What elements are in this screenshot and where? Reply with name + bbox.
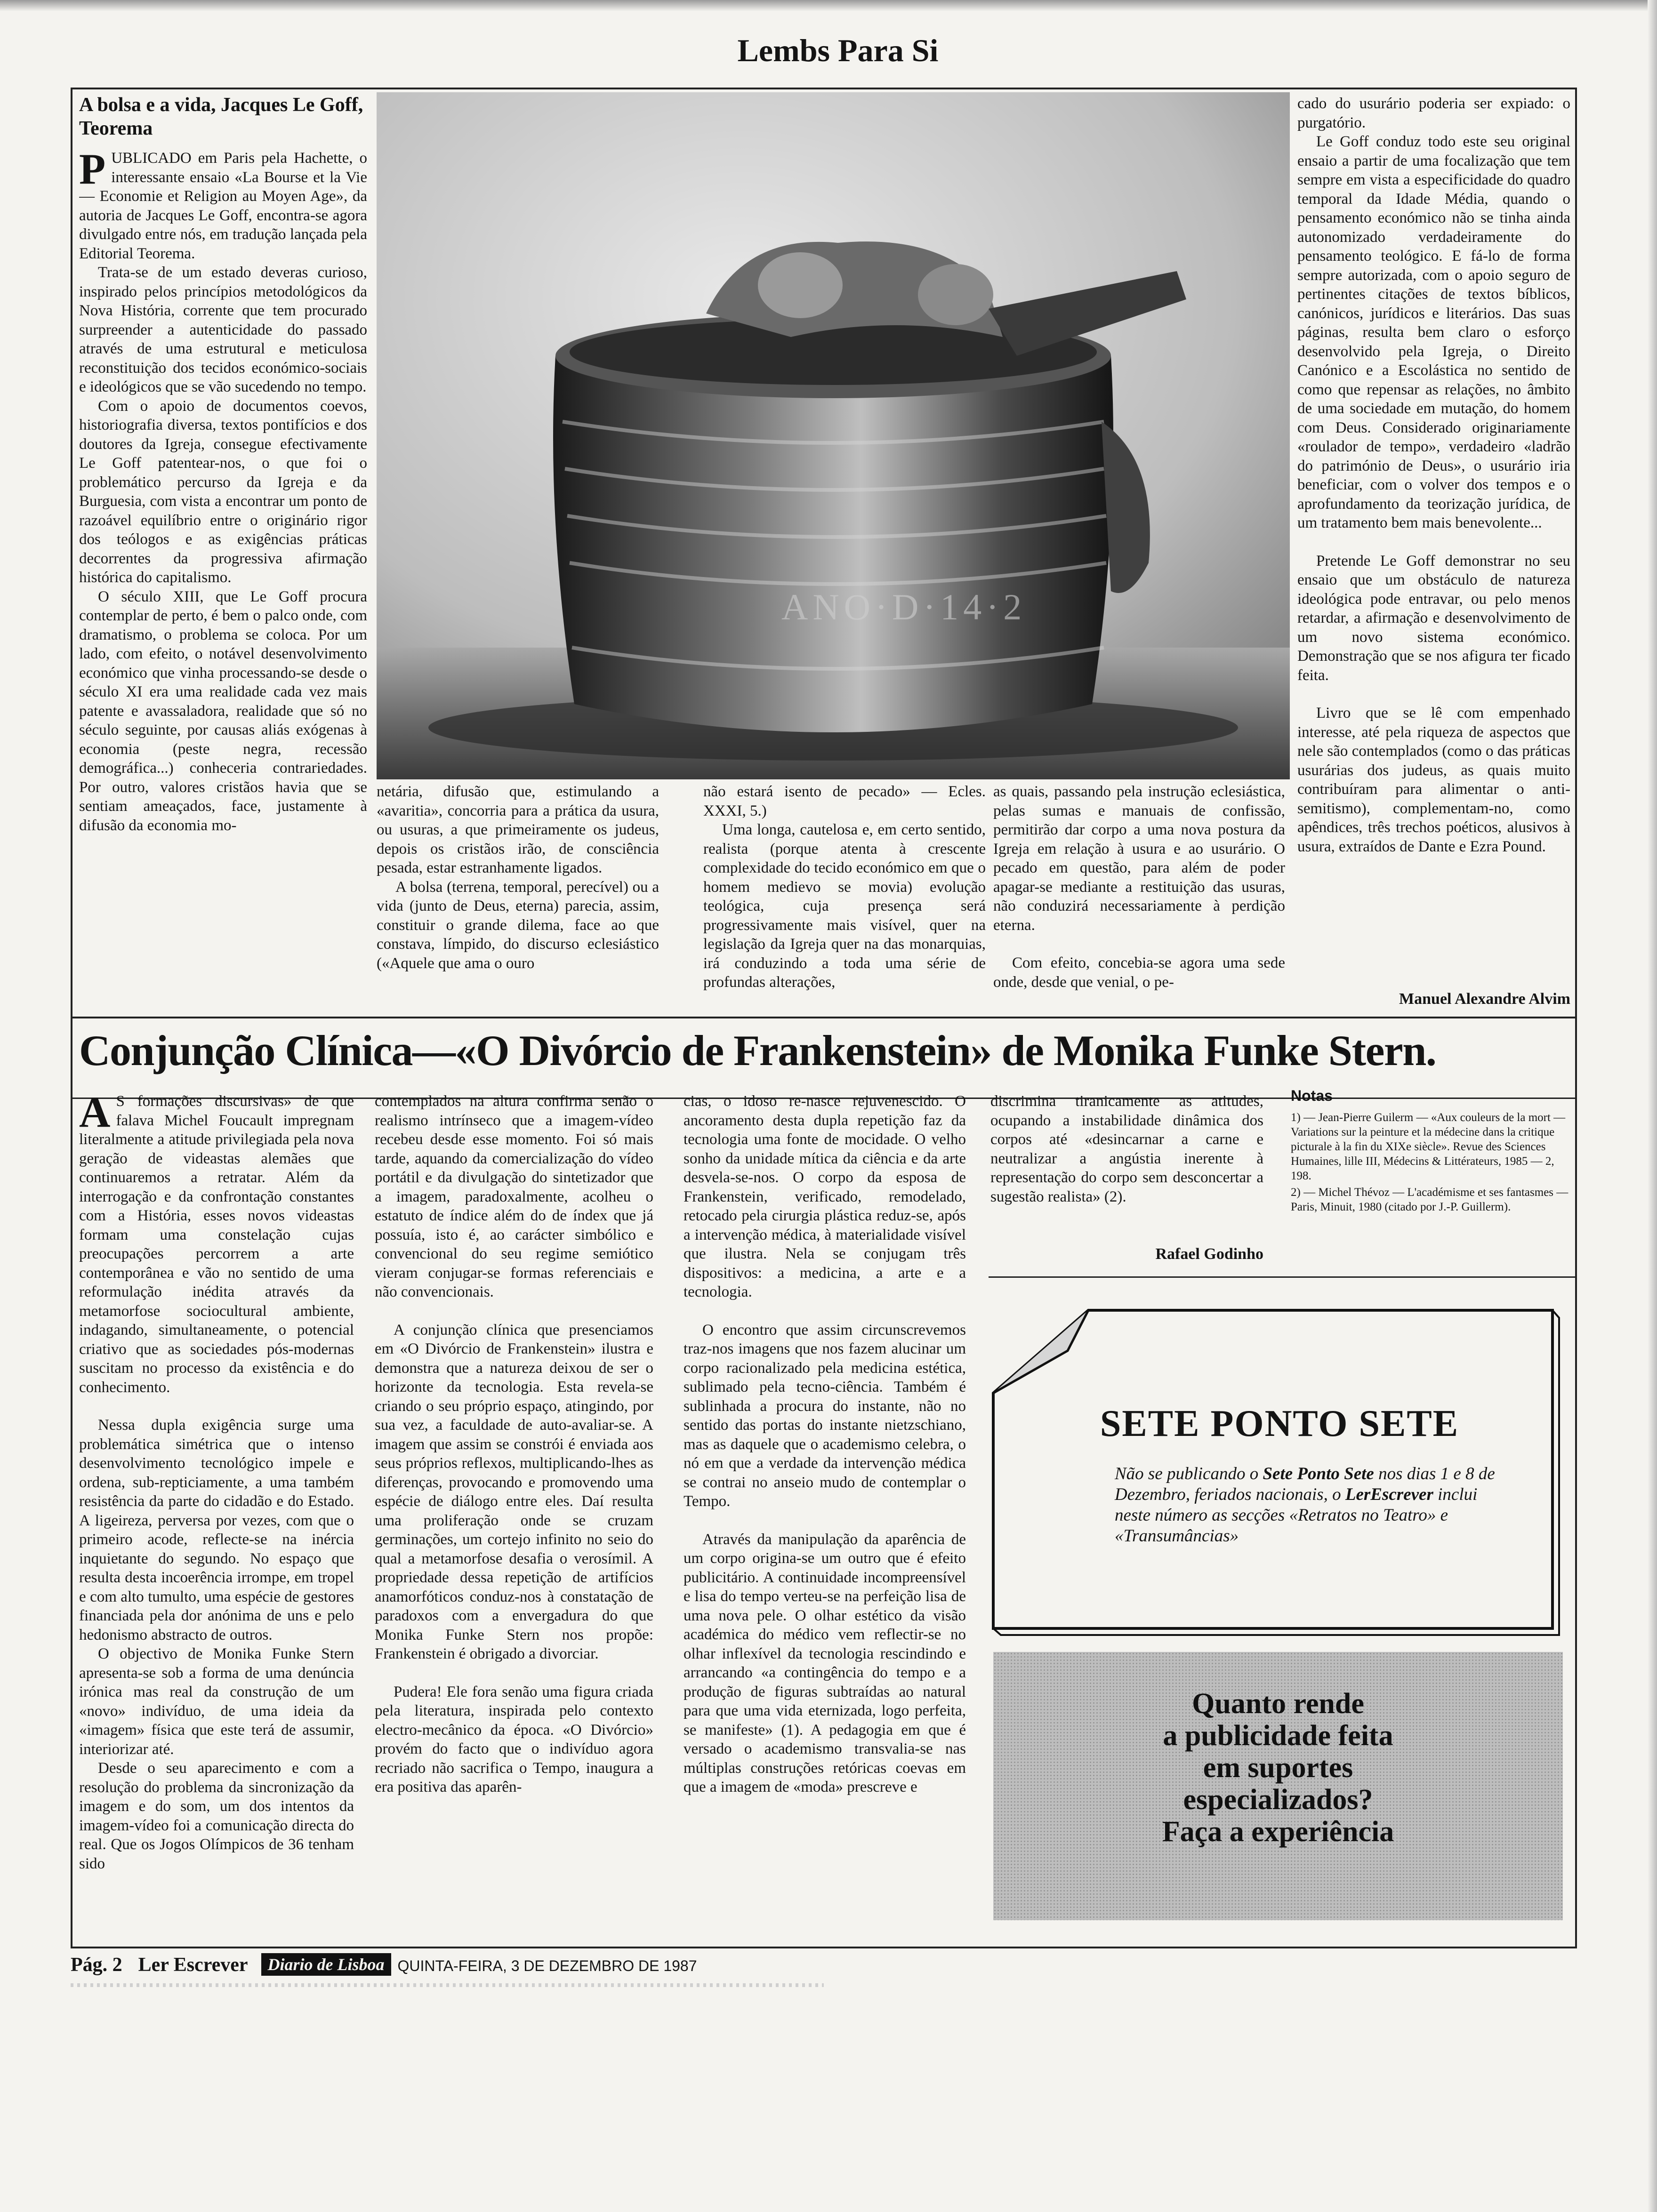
- page-footer: [71, 1953, 1012, 1981]
- body-text: inclui neste número as secções «Retratos no Teatro» e «Transumâncias»: [1115, 1485, 1478, 1546]
- paragraph: O século XIII, que Le Goff procura contemplar de perto, é bem o palco onde, com dramatismo, o problema se coloca. Por um lado, com efeito, o notável desenvolvimento económico que vinha processando-se desde o século XI era uma realidade cada vez mais patente e avassaladora, realidade que só no século seguinte, por causas aliás exógenas à economia (peste negra, recessão demográfica...) conheceria contrariedades. Por outro, valores cristãos havia que se sentiam ameaçados, face, justamente à difusão da economia mo-: [79, 588, 367, 834]
- paragraph: as quais, passando pela instrução eclesiástica, pelas sumas e manuais de confissão, permitirão dar corpo a uma nova postura da Igreja em relação à usura e ao usurário. O pecado em questão, para além de poder apagar-se mediante a restituição das usuras, não conduzirá necessariamente à perdição eterna.: [993, 783, 1285, 934]
- paragraph: A conjunção clínica que presenciamos em «O Divórcio de Frankenstein» ilustra e demonstra que a natureza deixou de ser o horizonte da tecnologia. Esta revela-se criando o seu próprio espaço, atingindo, por sua vez, a faculdade de auto-avaliar-se. A imagem que assim se constrói é enviada aos seus próprios reflexos, multiplicando-lhes as diferenças, provocando e promovendo uma espécie de diálogo entre eles. Daí resulta uma proliferação onde se cruzam germinações, um cortejo infinito no seio do qual a metamorfose desafia o verosímil. A propriedade dessa repetição de artifícios anamorfóticos conduz-nos à constatação de paradoxos com a envergadura do que Monika Funke Stern nos propõe: Frankenstein é obrigado a divorciar.: [375, 1321, 653, 1662]
- ad-line: Quanto rende: [1192, 1688, 1364, 1720]
- paragraph: Livro que se lê com empenhado interesse, até pela riqueza de aspectos que nele são contemplados (como o das práticas usurárias dos judeus, as quais muito contribuíram para alimentar o anti-semitismo), complementam-no, como apêndices, três trechos poéticos, alusivos à usura, extraídos de Dante e Ezra Pound.: [1297, 705, 1570, 855]
- notes-divider-rule: [989, 1276, 1577, 1278]
- header-rule: [71, 88, 1577, 89]
- paragraph: Com o apoio de documentos coevos, historiografia diversa, textos pontifícios e dos doutores da Igreja, consegue efectivamente Le Goff patentear-nos, o que foi o problemático percurso da Igreja e da Burguesia, com vista a encontrar um ponto de razoável equilíbrio entre o originário rigor dos teólogos e as exigências práticas decorrentes da progressiva afirmação histórica do capitalismo.: [79, 397, 367, 586]
- article1-byline: Manuel Alexandre Alvim: [1399, 990, 1570, 1008]
- article1-column-2: [377, 782, 659, 1013]
- body-bold: LerEscrever: [1345, 1485, 1433, 1504]
- article2-column-4: [990, 1092, 1263, 1233]
- article-photo: [377, 92, 1290, 779]
- ad-line: especializados?: [1183, 1784, 1373, 1816]
- section-name: Ler Escrever: [138, 1954, 248, 1976]
- article1-column-3: [703, 782, 986, 1013]
- paragraph: Uma longa, cautelosa e, em certo sentido, realista (porque atenta à crescente complexidade do tecido económico em que o homem medievo se movia) evolução teológica, cuja presença será progressivamente mais visível, quer na legislação da Igreja quer na das monarquias, irá conduzindo a toda uma série de profundas alterações,: [703, 821, 986, 991]
- ad-line: em suportes: [1203, 1752, 1353, 1784]
- article2-byline: Rafael Godinho: [1155, 1245, 1263, 1263]
- paragraph: cias, o idoso re-nasce rejuvenescido. O ancoramento desta dupla repetição faz da tecnologia uma fonte de mocidade. O velho sonho da unidade mítica da ciência e da arte desvela-se-nos. O corpo da esposa de Frankenstein, verificado, remodelado, retocado pela cirurgia plástica reduz-se, após a intervenção médica, à materialidade visível que ilustra. Nela se conjugam três dispositivos: a medicina, a arte e a tecnologia.: [684, 1093, 966, 1300]
- article2-column-2: [375, 1092, 653, 1934]
- paragraph: Nessa dupla exigência surge uma problemática simétrica que o intenso desenvolvimento tecnológico impele e ordena, sub-repticiamente, a uma também resistência da parte do cidadão e do Estado. A ligeireza, perversa por vezes, com que o primeiro acode, reflecte-se na inércia inquietante do segundo. No espaço que resulta desta incoerência irrompe, em tropel e com alto tumulto, uma espécie de gestores financiada pela dor anónima de uns e pelo hedonismo abstracto de outros.: [79, 1417, 354, 1643]
- newspaper-logo: Diario de Lisboa: [261, 1953, 391, 1976]
- section-header: Lembs Para Si: [737, 32, 939, 68]
- article1-column-4: [993, 782, 1285, 1013]
- article2-column-3: [684, 1092, 966, 1934]
- paragraph: não estará isento de pecado» — Ecles. XXXI, 5.): [703, 783, 986, 819]
- sete-ponto-sete-body: [1115, 1464, 1505, 1547]
- paragraph: Trata-se de um estado deveras curioso, inspirado pelos princípios metodológicos da Nova História, corrente que tem procurado surpreender a autenticidade do passado através de uma estrutural e meticulosa reconstituição dos tecidos económico-sociais e ideológicos que se vão sucedendo no tempo.: [79, 264, 367, 395]
- drop-cap: P: [79, 149, 106, 193]
- advertisement-text: [993, 1688, 1563, 1848]
- paragraph: Com efeito, concebia-se agora uma sede onde, desde que venial, o pe-: [993, 954, 1285, 991]
- sete-ponto-sete-title: SETE PONTO SETE: [1100, 1403, 1459, 1444]
- paragraph: Pudera! Ele fora senão uma figura criada pela literatura, inspirada pelo contexto electro-mecânico da época. «O Divórcio» provém do facto que o indivíduo agora recriado não sacrifica o Tempo, inaugura a era positiva das aparên-: [375, 1683, 653, 1795]
- paragraph: O encontro que assim circunscrevemos traz-nos imagens que nos fazem alucinar um corpo racionalizado pela medicina estética, sublimado pela tecno-ciência. Também é sublinhada a procura do instante, não no sentido das portas do instante nietzschiano, mas as daquele que o academismo celebra, o nó em que a verdade da intervenção médica se contrai no anseio mudo de contemplar o Tempo.: [684, 1321, 966, 1510]
- paragraph: cado do usurário poderia ser expiado: o purgatório.: [1297, 95, 1570, 131]
- paragraph: discrimina tiranicamente as atitudes, ocupando a instabilidade dinâmica dos corpos até «desincarnar a carne e neutralizar a angústia inerente à representação do corpo sem desconcertar a sugestão realista» (2).: [990, 1093, 1263, 1205]
- page-top-edge: [0, 0, 1657, 11]
- notes-heading: Notas: [1291, 1087, 1333, 1104]
- notes-block: [1291, 1087, 1573, 1216]
- paragraph: UBLICADO em Paris pela Hachette, o interessante ensaio «La Bourse et la Vie — Economie et Religion au Moyen Age», da autoria de Jacques Le Goff, encontra-se agora divulgado entre nós, em tradução lançada pela Editorial Teorema.: [79, 150, 367, 262]
- advertisement-panel: [993, 1652, 1563, 1920]
- note-item: 1) — Jean-Pierre Guilerm — «Aux couleurs de la mort — Variations sur la peinture et la médecine dans la critique picturale à la fin du XIXe siècle». Revue des Sciences Humaines, lille III, Médecins & Littérateurs, 1985 — 2, 198.: [1291, 1111, 1566, 1182]
- paragraph: contemplados na altura confirma senão o realismo intrínseco que a imagem-vídeo recebeu desde esse momento. Foi só mais tarde, aquando da comercialização do vídeo portátil e da divulgação do sintetizador que a imagem, paradoxalmente, acolheu o estatuto de índice além do de índex que já possuía, isto é, ao carácter simbólico e convencional do seu regime semiótico vieram conjugar-se formas referenciais e não convencionais.: [375, 1093, 653, 1300]
- page-number: Pág. 2: [71, 1954, 122, 1976]
- article1-column-1: [79, 149, 367, 1013]
- paragraph: A bolsa (terrena, temporal, perecível) ou a vida (junto de Deus, eterna) parecia, assim, constituir o grande dilema, face ao que constava, límpido, do discurso eclesiástico («Aquele que ama o ouro: [377, 878, 659, 972]
- sete-ponto-sete-box: [988, 1299, 1567, 1638]
- body-text: nos dias 1 e 8 de Dezembro, feriados nacionais, o: [1115, 1464, 1495, 1504]
- ad-line: Faça a experiência: [1162, 1816, 1394, 1848]
- footer-smudge: [71, 1983, 824, 1987]
- note-item: 2) — Michel Thévoz — L'académisme et ses fantasmes — Paris, Minuit, 1980 (citado por J.-P. Guillerm).: [1291, 1186, 1569, 1213]
- article2-headline: Conjunção Clínica—«O Divórcio de Frankenstein» de Monika Funke Stern.: [79, 1026, 1436, 1074]
- page-right-edge: [1648, 0, 1657, 2212]
- section-divider-rule: [71, 1017, 1577, 1018]
- footer-rule: [71, 1947, 1577, 1948]
- paragraph: O objectivo de Monika Funke Stern apresenta-se sob a forma de uma denúncia irónica mas real da construção de um «novo» indivíduo, de uma ideia da «imagem» física que este terá de assumir, interiorizar até.: [79, 1645, 354, 1758]
- usury-jar-photo: [377, 92, 1290, 779]
- notes-list: [1291, 1110, 1573, 1214]
- article2-column-1: [79, 1092, 354, 1934]
- paragraph: Através da manipulação da aparência de um corpo origina-se um outro que é efeito publicitário. A continuidade incompreensível e lisa do tempo verteu-se na perfeição lisa de uma nova pele. O olhar estético da visão académica do médico vem reflectir-se no olhar inflexível da tecnologia rescindindo e arrancando «a contingência do tempo e a produção de figuras subtraídas ao natural para que uma vida eternizada, logo perfeita, se manifeste» (1). A pedagogia em que é versado o academismo transvalia-se nas múltiplas construções retóricas coevas em que a imagem de «moda» prescreve e: [684, 1531, 966, 1795]
- ad-line: a publicidade feita: [1163, 1720, 1393, 1752]
- body-bold: Sete Ponto Sete: [1263, 1464, 1374, 1483]
- drop-cap: A: [79, 1092, 111, 1136]
- paragraph: Pretende Le Goff demonstrar no seu ensaio que um obstáculo de natureza ideológica pode entravar, ou pelo menos retardar, a afirmação e desenvolvimento de um novo sistema económico. Demonstração que se nos afigura ter ficado feita.: [1297, 552, 1570, 684]
- article1-column-5: [1297, 94, 1570, 988]
- article-title: A bolsa e a vida, Jacques Le Goff, Teorema: [79, 94, 363, 139]
- paragraph: S formações discursivas» de que falava Michel Foucault impregnam literalmente a atitude privilegiada pela nova geração de videastas alemães que continuaremos a retratar. Além da interrogação e da confrontação constantes com a História, esses novos videastas formam uma constelação cujas preocupações percorrem a arte contemporânea e vão no sentido de uma reformulação inédita através da metamorfose sociocultural ambiente, indagando, simultaneamente, o potencial criativo que as sociedades pós-modernas suscitam no processo da existência e do conhecimento.: [79, 1093, 354, 1396]
- body-text: Não se publicando o: [1115, 1464, 1263, 1483]
- jar-inscription: ANO·D·14·2: [781, 586, 1027, 627]
- publication-date: QUINTA-FEIRA, 3 DE DEZEMBRO DE 1987: [397, 1957, 697, 1974]
- paragraph: Le Goff conduz todo este seu original ensaio a partir de uma focalização que tem sempre em vista a especificidade do quadro temporal da Idade Média, quando o pensamento económico não se tinha ainda autonomizado verdadeiramente do pensamento teológico. E fá-lo de forma sempre autorizada, com o apoio seguro de pertinentes citações de textos bíblicos, canónicos, jurídicos e literários. Das suas páginas, resulta bem claro o esforço desenvolvido pela Igreja, o Direito Canónico e a Escolástica no sentido de como que repensar as relações, no âmbito de uma sociedade em mutação, do homem com Deus. Considerado originariamente «roulador de tempo», verdadeiro «ladrão do património de Deus», o usurário iria beneficiar, com o volver dos tempos e o aprofundamento da teorização jurídica, de um tratamento bem mais benevolente...: [1297, 133, 1570, 531]
- paragraph: Desde o seu aparecimento e com a resolução do problema da sincronização da imagem e do som, um dos intentos da imagem-vídeo foi a comunicação directa do real. Que os Jogos Olímpicos de 36 tenham sido: [79, 1760, 354, 1872]
- paragraph: netária, difusão que, estimulando a «avaritia», concorria para a prática da usura, ou usuras, a que primeiramente os judeus, depois os cristãos irão, de consciência pesada, estar estranhamente ligados.: [377, 783, 659, 876]
